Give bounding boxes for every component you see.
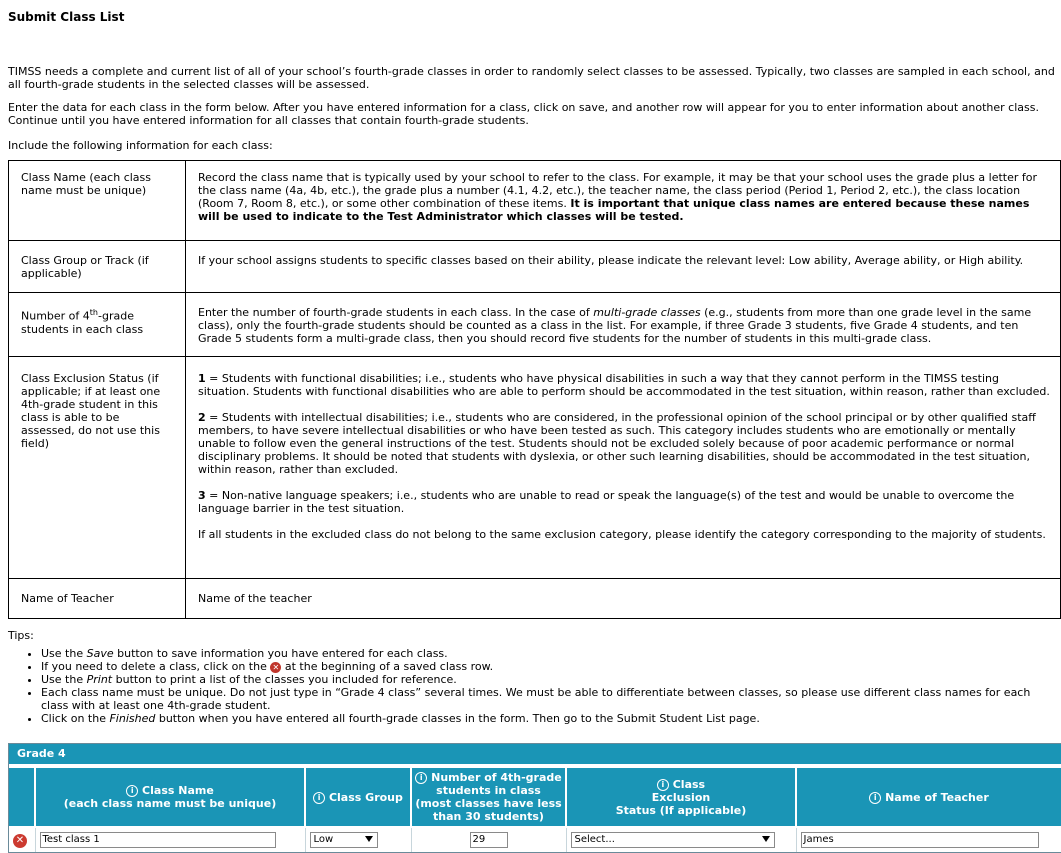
label-text: -grade students in each class — [21, 309, 144, 336]
delete-icon: ✕ — [270, 662, 281, 673]
info-label-teacher: Name of Teacher — [9, 579, 186, 619]
col-header-text: Class Name — [142, 784, 214, 797]
info-row-num-students — [9, 293, 1061, 357]
num-students-cell — [411, 827, 566, 852]
tip-item — [41, 660, 1051, 673]
table-row — [9, 827, 1061, 852]
intro-paragraph-1: TIMSS needs a complete and current list of all of your school’s fourth-grade classes in order to randomly select classes to be assessed. Typically, two classes are sampled in each school, and all fourth-grade students in the selected classes will be assessed. — [8, 65, 1055, 91]
col-header-text: Class Group — [328, 790, 403, 804]
info-row-teacher — [9, 579, 1061, 619]
grid-header-row — [9, 767, 1061, 827]
info-desc-num-students — [186, 293, 1061, 357]
num-students-input[interactable]: 29 — [470, 832, 508, 848]
exclusion-text: = Non-native language speakers; i.e., students who are unable to read or speak the language(s) of the test and would be unable to overcome the language barrier in the test situation. — [198, 489, 1015, 515]
delete-icon[interactable]: ✕ — [13, 834, 27, 848]
col-header-class-group — [305, 767, 411, 827]
col-header-text: (most classes have less — [415, 797, 562, 810]
desc-em: multi-grade classes — [593, 306, 701, 319]
tip-em: Finished — [109, 712, 156, 725]
desc-text: Enter the number of fourth-grade students in each class. In the case of — [198, 306, 590, 319]
select-value: Low — [313, 834, 334, 845]
col-header-text: Name of Teacher — [885, 790, 989, 804]
class-group-cell — [305, 827, 411, 852]
tip-text: Use the — [41, 673, 84, 686]
info-icon[interactable]: i — [415, 772, 427, 784]
tip-em: Save — [86, 647, 114, 660]
chevron-down-icon — [762, 836, 770, 842]
info-desc-class-name — [186, 161, 1061, 241]
info-icon[interactable]: i — [657, 779, 669, 791]
desc-text: (e.g., students from more than one grade level in the same class), only the fourth-grade students should be counted as a class in the list. For example, if three Grade 3 students, five Grade 4 students, and ten Grade 5 students form a multi-grade class, then you should record five students for the number of students in this multi-grade class. — [198, 306, 1032, 345]
col-header-teacher — [796, 767, 1061, 827]
intro-paragraph-2: Enter the data for each class in the form below. After you have entered information for a class, click on save, and another row will appear for you to enter information about another class. Continue until you have entered information for all classes that contain fourth-grade students. — [8, 101, 1039, 127]
page-title: Submit Class List — [8, 10, 125, 24]
class-name-input[interactable]: Test class 1 — [40, 832, 276, 848]
tip-em: Print — [86, 673, 113, 686]
col-header-text: Exclusion — [651, 790, 711, 804]
tip-item — [41, 712, 1051, 725]
exclusion-item-3 — [198, 489, 1050, 515]
exclusion-cell — [566, 827, 796, 852]
info-table — [8, 160, 1061, 619]
tips-list — [0, 647, 1051, 725]
teacher-input[interactable]: James — [801, 832, 1039, 848]
tip-item — [41, 673, 1051, 686]
col-header-text: students in class — [436, 784, 541, 797]
info-desc-text: Record the class name that is typically used by your school to refer to the class. For example, it may be that your school uses the grade plus a letter for the class name (4a, 4b, etc.), the grade plus a number (4.1, 4.2, etc.), the teacher name, the class period (Period 1, Period 2, etc.), the class location (Room 7, Room 8, etc.), or some other combination of these items. — [198, 171, 1038, 210]
col-header-text: (each class name must be unique) — [63, 797, 277, 810]
delete-cell — [9, 827, 35, 852]
col-header-class-name — [35, 767, 305, 827]
tip-text: Click on the — [41, 712, 106, 725]
info-icon[interactable]: i — [313, 792, 325, 804]
tip-text: button when you have entered all fourth-grade classes in the form. Then go to the Submit Student List page. — [158, 712, 760, 725]
info-row-class-group — [9, 241, 1061, 293]
exclusion-item-2 — [198, 411, 1050, 476]
tip-item — [41, 647, 1051, 660]
tip-text: button to print a list of the classes you included for reference. — [115, 673, 457, 686]
tip-text: If you need to delete a class, click on the — [41, 660, 267, 673]
select-value: Select... — [574, 834, 615, 845]
info-desc-teacher: Name of the teacher — [186, 579, 1061, 619]
exclusion-num: 1 — [198, 372, 206, 385]
info-label-class-group: Class Group or Track (if applicable) — [9, 241, 186, 293]
col-header-exclusion — [566, 767, 796, 827]
teacher-cell — [796, 827, 1061, 852]
tip-text: at the beginning of a saved class row. — [284, 660, 494, 673]
exclusion-text: = Students with functional disabilities; i.e., students who have physical disabilities in such a way that they cannot perform in the TIMSS testing situation. Students with functional disabilities who are able to perform should be accommodated in the test situation, within reason, rather than excluded. — [198, 372, 1050, 398]
exclusion-item-1 — [198, 372, 1050, 398]
col-header-num-students — [411, 767, 566, 827]
tip-text: Use the — [41, 647, 84, 660]
class-name-cell — [35, 827, 305, 852]
info-desc-class-group: If your school assigns students to specific classes based on their ability, please indicate the relevant level: Low ability, Average ability, or High ability. — [186, 241, 1061, 293]
tip-item: • Each class name must be unique. Do not just type in “Grade 4 class” several times. We must be able to differentiate between classes, so please use different class names for each class with at least one 4th-grade student. — [41, 686, 1051, 712]
tips-title: Tips: — [8, 629, 34, 642]
exclusion-num: 2 — [198, 411, 206, 424]
info-row-exclusion — [9, 357, 1061, 579]
exclusion-note: If all students in the excluded class do not belong to the same exclusion category, please identify the category corresponding to the majority of students. — [198, 528, 1046, 541]
exclusion-select[interactable] — [571, 832, 775, 848]
exclusion-text: = Students with intellectual disabilities; i.e., students who are considered, in the professional opinion of the school principal or by other qualified staff members, to have severe intellectual disabilities or who have been tested as such. This category includes students who are emotionally or mentally unable to follow even the general instructions of the test. Students should not be excluded solely because of poor academic performance or normal disciplinary problems. It should be noted that students with dyslexia, or other such learning disabilities, should be accommodated in the test situation, within reason, rather than excluded. — [198, 411, 1036, 476]
grid-title: Grade 4 — [9, 744, 1061, 766]
info-row-class-name — [9, 161, 1061, 241]
info-desc-bold: It is important that unique class names are entered because these names will be used to indicate to the Test Administrator which classes will be tested. — [198, 197, 1030, 223]
label-text: Number of 4 — [21, 309, 90, 323]
info-label-num-students — [9, 293, 186, 357]
col-header-text: Class — [672, 777, 706, 791]
label-sup: th — [89, 308, 99, 317]
info-icon[interactable]: i — [869, 792, 881, 804]
intro-paragraph-3: Include the following information for each class: — [8, 139, 273, 152]
info-desc-exclusion — [186, 357, 1061, 579]
class-grid — [8, 743, 1061, 853]
chevron-down-icon — [365, 836, 373, 842]
grid-header-blank — [9, 767, 35, 827]
class-group-select[interactable] — [310, 832, 378, 848]
col-header-text: Number of 4th-grade — [431, 771, 562, 784]
grid-table — [9, 766, 1061, 852]
info-label-class-name: Class Name (each class name must be unique) — [9, 161, 186, 241]
tip-text: button to save information you have entered for each class. — [117, 647, 448, 660]
col-header-text: than 30 students) — [433, 810, 544, 823]
info-icon[interactable]: i — [126, 785, 138, 797]
col-header-text: Status (If applicable) — [615, 803, 747, 817]
info-label-exclusion: Class Exclusion Status (if applicable; if at least one 4th-grade student in this class is able to be assessed, do not use this field) — [9, 357, 186, 579]
exclusion-num: 3 — [198, 489, 206, 502]
